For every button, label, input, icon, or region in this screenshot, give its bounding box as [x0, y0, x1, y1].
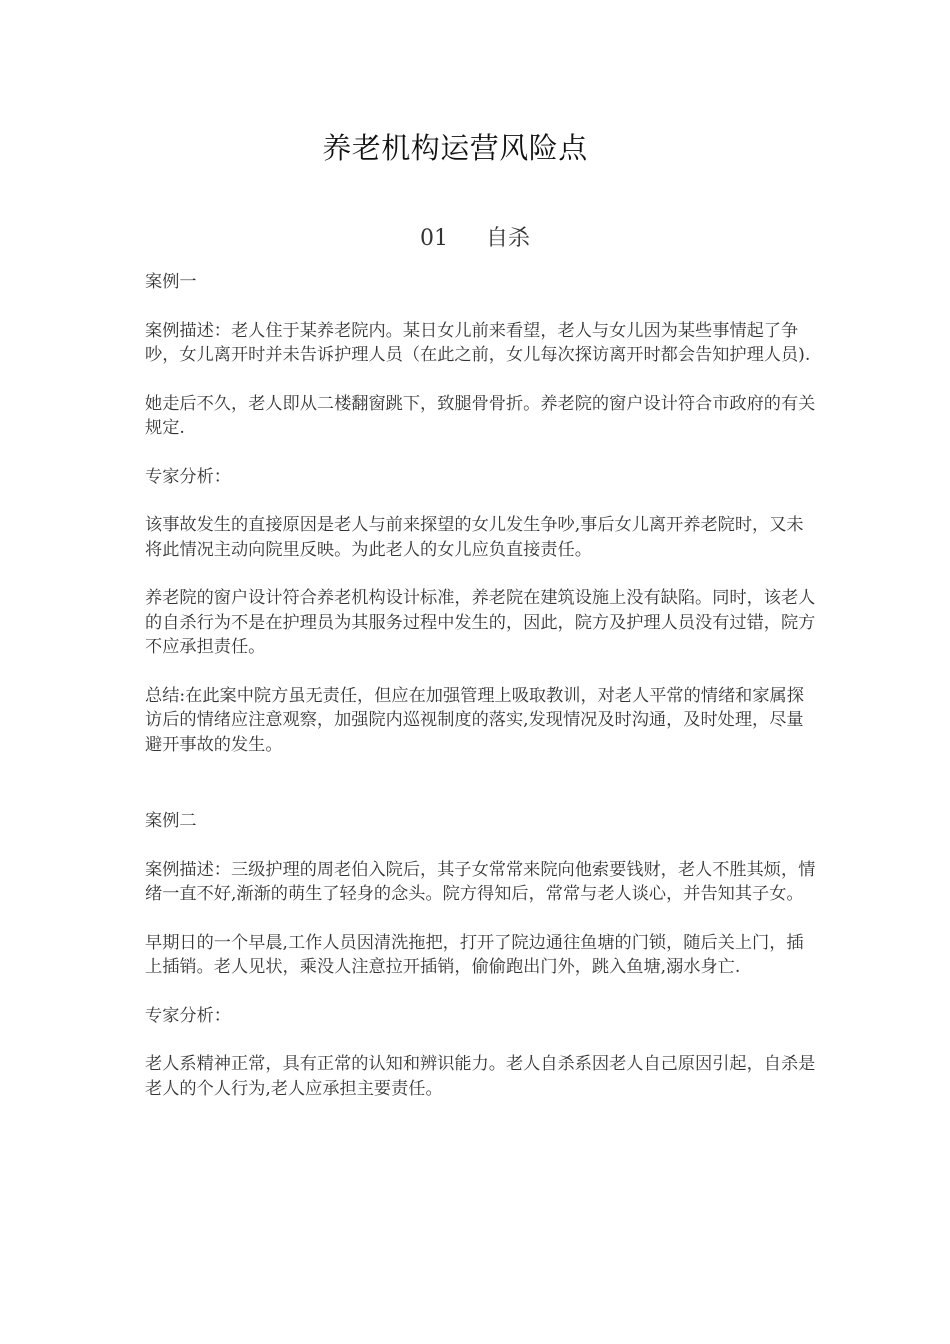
case1-description: 案例描述：老人住于某养老院内。某日女儿前来看望，老人与女儿因为某些事情起了争吵，女儿离开时并未告诉护理人员（在此之前，女儿每次探访离开时都会告知护理人员).: [145, 320, 811, 365]
case2-analysis-1: 老人系精神正常，具有正常的认知和辨识能力。老人自杀系因老人自己原因引起，自杀是老人的个人行为,老人应承担主要责任。: [145, 1054, 816, 1099]
section-number: 01: [419, 226, 448, 251]
case2-expert-heading: 专家分析：: [145, 1005, 231, 1026]
case1-description-continued: 她走后不久，老人即从二楼翻窗跳下，致腿骨骨折。养老院的窗户设计符合市政府的有关规定.: [145, 393, 816, 438]
case1-expert-heading: 专家分析：: [145, 466, 231, 487]
case1-heading: 案例一: [145, 272, 197, 292]
case1-summary: 总结:在此案中院方虽无责任，但应在加强管理上吸取教训，对老人平常的情绪和家属探访后的情绪应注意观察，加强院内巡视制度的落实,发现情况及时沟通，及时处理，尽量避开事故的发生。: [145, 685, 804, 755]
document-body: [145, 270, 817, 1125]
section-heading: [0, 221, 950, 252]
case2-description: 案例描述：三级护理的周老伯入院后，其子女常常来院向他索要钱财，老人不胜其烦，情绪一直不好,渐渐的萌生了轻身的念头。院方得知后，常常与老人谈心，并告知其子女。: [145, 859, 816, 904]
document-title: 养老机构运营风险点: [322, 131, 588, 165]
section-name: 自杀: [485, 226, 530, 251]
case2-heading: 案例二: [145, 811, 197, 831]
case1-analysis-1: 该事故发生的直接原因是老人与前来探望的女儿发生争吵,事后女儿离开养老院时，又未将此情况主动向院里反映。为此老人的女儿应负直接责任。: [145, 515, 804, 560]
case1-analysis-2: 养老院的窗户设计符合养老机构设计标准，养老院在建筑设施上没有缺陷。同时，该老人的自杀行为不是在护理员为其服务过程中发生的，因此，院方及护理人员没有过错，院方不应承担责任。: [145, 588, 816, 657]
case2-description-continued: 早期日的一个早晨,工作人员因清洗拖把，打开了院边通往鱼塘的门锁，随后关上门，插上插销。老人见状，乘没人注意拉开插销，偷偷跑出门外，跳入鱼塘,溺水身亡.: [145, 932, 804, 977]
